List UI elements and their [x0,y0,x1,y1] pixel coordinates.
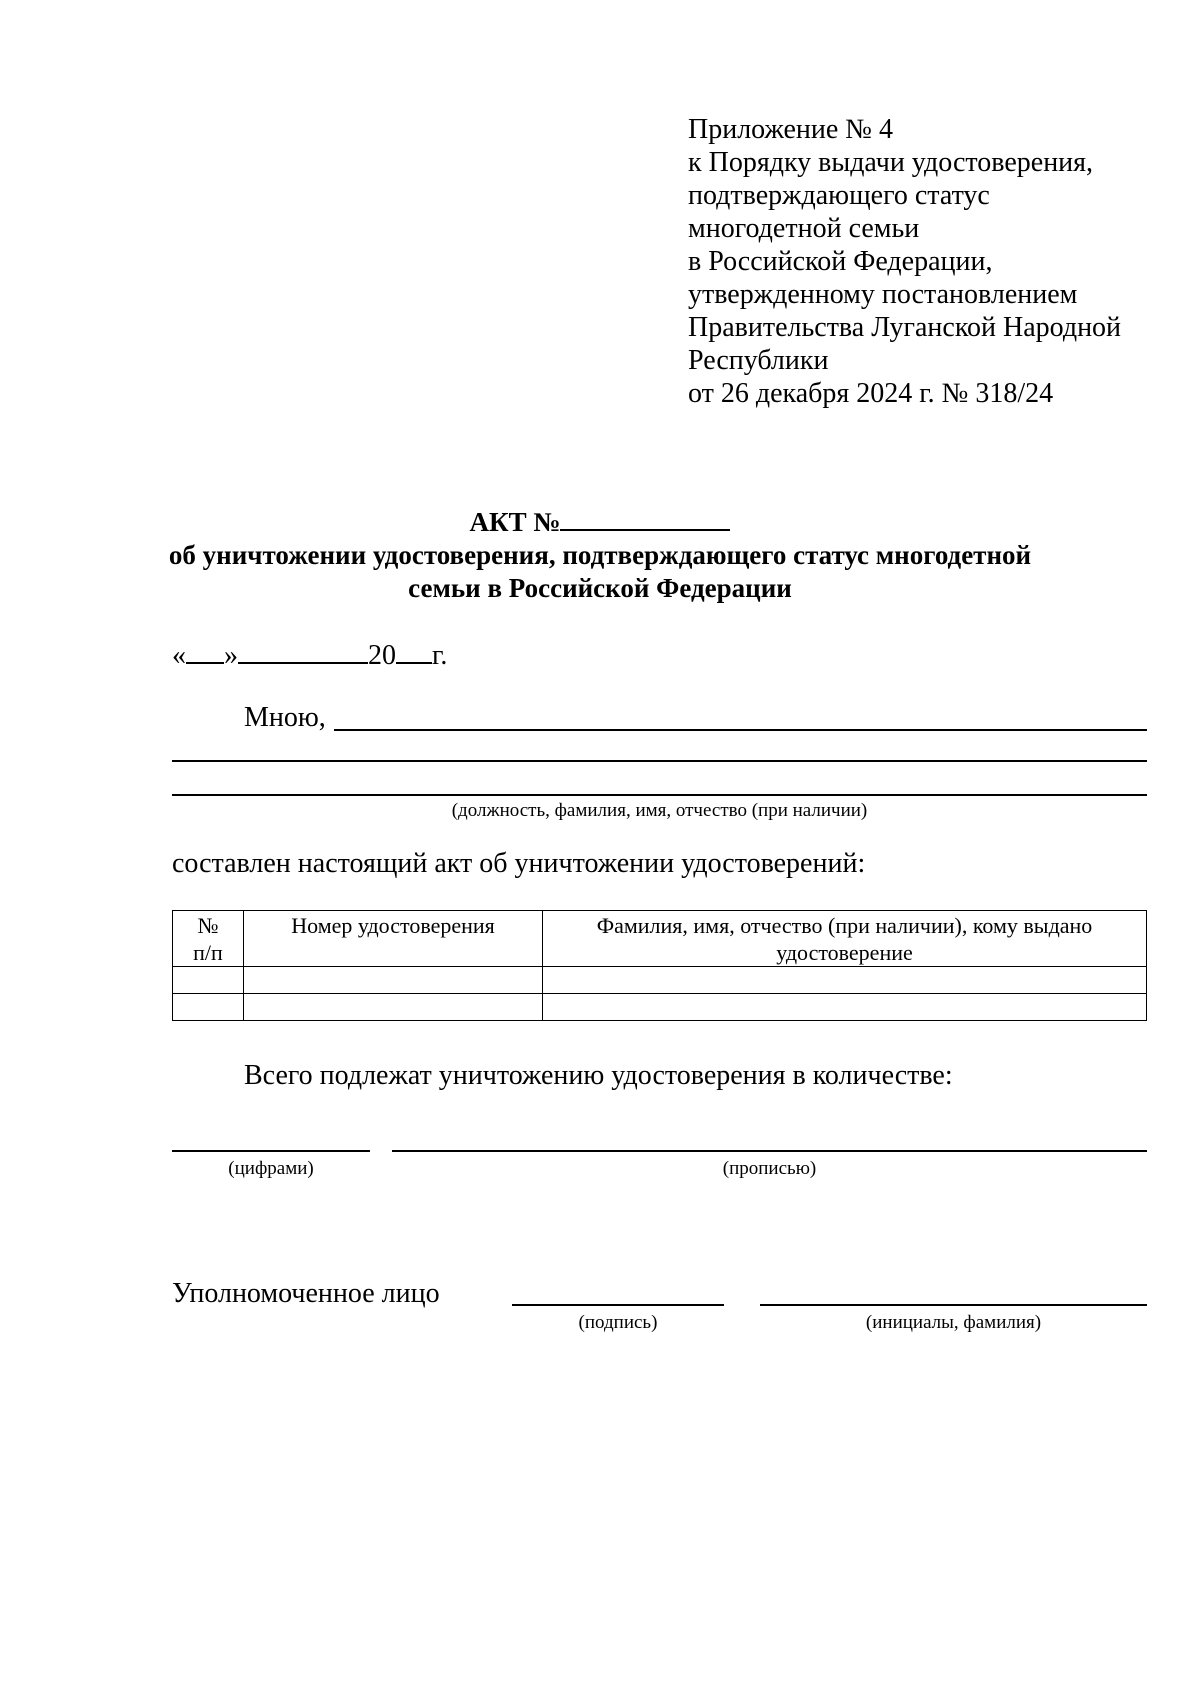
title-line-2: семьи в Российской Федерации [408,573,792,603]
total-words-caption: (прописью) [722,1158,817,1179]
date-year-suffix: г. [432,640,448,671]
act-number-line [150,506,1050,539]
appendix-header [688,113,1168,410]
appendix-line: Правительства Луганской Народной [688,312,1122,343]
column-header-number: № п/п [173,911,244,967]
signature-field[interactable] [512,1304,724,1306]
signature-caption: (подпись) [578,1312,658,1333]
table-cell[interactable] [244,967,543,994]
signatory-name-field[interactable] [760,1304,1147,1306]
total-digits-field[interactable] [172,1150,370,1152]
table-cell[interactable] [173,967,244,994]
column-header-certificate-number: Номер удостоверения [244,911,543,967]
signatory-label: Уполномоченное лицо [172,1278,440,1309]
date-line [172,638,447,672]
issuer-field-line-2[interactable] [172,760,1147,762]
table-row [173,967,1147,994]
date-month-field[interactable] [238,638,368,664]
appendix-line: подтверждающего статус [688,180,990,211]
title-line-1: об уничтожении удостоверения, подтверждающего статус многодетной [168,540,1032,570]
total-words-field[interactable] [392,1150,1147,1152]
certificates-table [172,910,1147,1021]
signatory-name-caption: (инициалы, фамилия) [865,1312,1042,1333]
appendix-line: Республики [688,345,829,376]
appendix-line: от 26 декабря 2024 г. № 318/24 [688,378,1054,409]
document-title [150,506,1050,605]
issuer-field-line-1[interactable] [334,729,1147,731]
column-header-issued-to: Фамилия, имя, отчество (при наличии), кому выдано удостоверение [543,911,1147,967]
date-year-prefix: 20 [368,640,396,671]
appendix-line: многодетной семьи [688,213,920,244]
appendix-line: Приложение № 4 [688,114,893,145]
date-day-field[interactable] [186,638,224,664]
appendix-line: в Российской Федерации, [688,246,993,277]
issuer-caption: (должность, фамилия, имя, отчество (при наличии) [451,800,868,821]
issuer-field-line-3[interactable] [172,794,1147,796]
table-cell[interactable] [173,994,244,1021]
date-close-quote: » [224,640,238,671]
intro-text: составлен настоящий акт об уничтожении удостоверений: [172,848,866,879]
table-cell[interactable] [244,994,543,1021]
table-cell[interactable] [543,967,1147,994]
date-year-field[interactable] [396,638,432,664]
appendix-line: утвержденному постановлением [688,279,1078,310]
act-label: АКТ № [469,507,561,537]
table-header-row [173,911,1147,967]
date-open-quote: « [172,640,186,671]
table-row [173,994,1147,1021]
total-text: Всего подлежат уничтожению удостоверения в количестве: [244,1060,953,1091]
total-digits-caption: (цифрами) [228,1158,314,1179]
table-cell[interactable] [543,994,1147,1021]
act-number-field[interactable] [560,507,730,531]
appendix-line: к Порядку выдачи удостоверения, [688,147,1094,178]
issuer-label: Мною, [244,702,326,733]
